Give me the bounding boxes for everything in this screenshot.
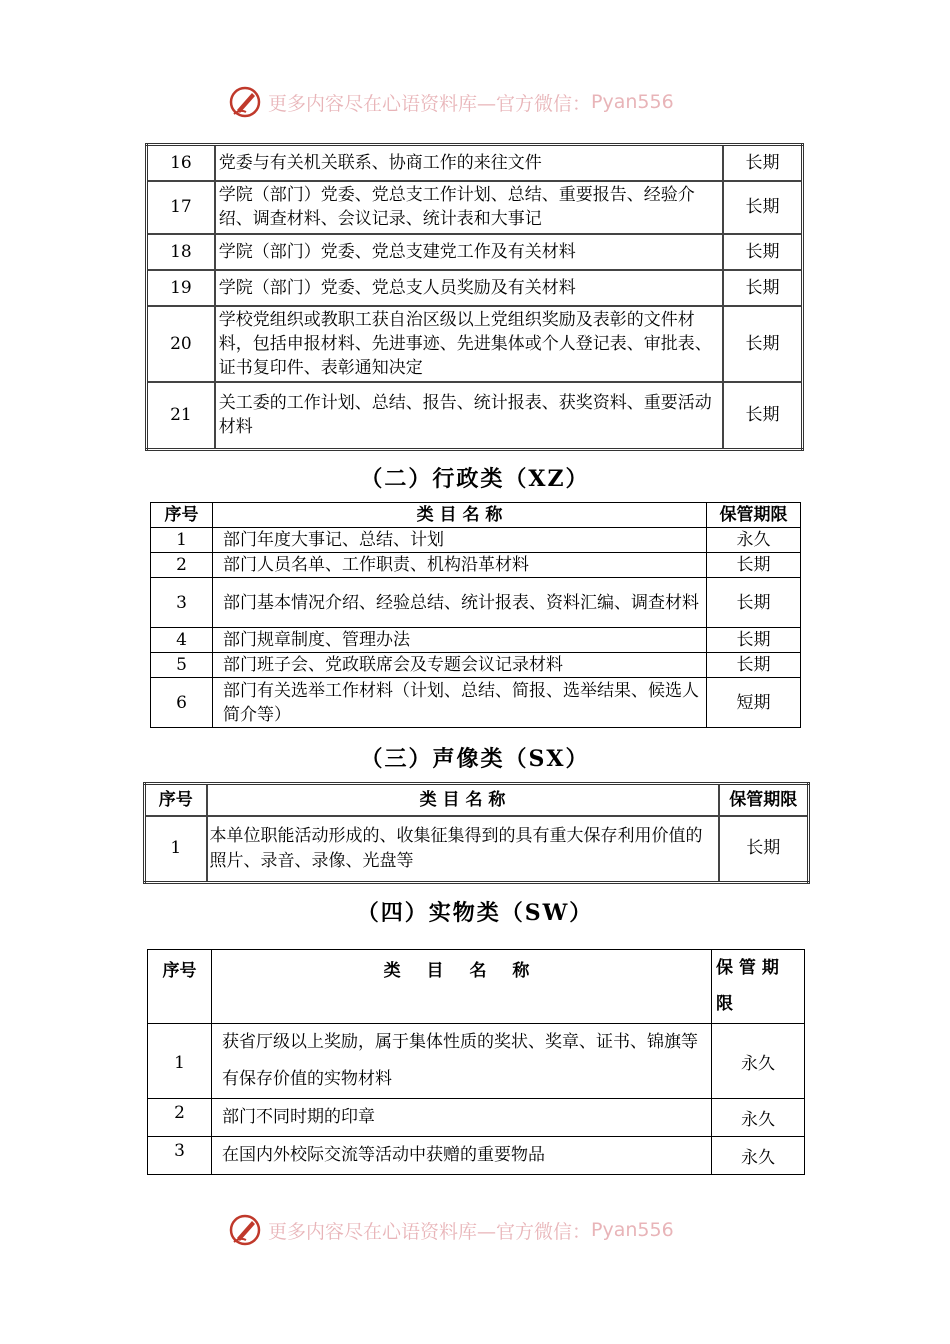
header-retention-period: 保管期限	[707, 503, 801, 528]
section-title-sx: （三）声像类（SX）	[360, 746, 590, 772]
watermark-text: 更多内容尽在心语资料库—官方微信：	[268, 1220, 592, 1243]
row-number: 17	[147, 181, 215, 234]
category-name: 党委与有关机关联系、协商工作的来往文件	[215, 145, 723, 181]
category-name: 部门不同时期的印章	[212, 1099, 712, 1137]
table-row	[151, 678, 801, 728]
administrative-records-table	[150, 502, 801, 728]
category-name: 部门规章制度、管理办法	[213, 628, 707, 653]
row-number: 19	[147, 270, 215, 306]
retention-period: 长期	[719, 816, 809, 882]
category-name: 获省厅级以上奖励，属于集体性质的奖状、奖章、证书、锦旗等有保存价值的实物材料	[212, 1024, 712, 1099]
header-number: 序号	[148, 950, 212, 1024]
row-number: 4	[151, 628, 213, 653]
retention-period: 长期	[707, 628, 801, 653]
retention-period: 长期	[723, 270, 802, 306]
retention-period: 永久	[707, 528, 801, 553]
category-name: 部门有关选举工作材料（计划、总结、简报、选举结果、候选人简介等）	[213, 678, 707, 728]
watermark-footer	[228, 1212, 728, 1248]
header-number: 序号	[145, 784, 207, 817]
table-row	[148, 1099, 805, 1137]
watermark-header	[228, 84, 728, 120]
row-number: 1	[145, 816, 207, 882]
retention-period: 长期	[707, 653, 801, 678]
physical-objects-table	[147, 949, 805, 1175]
table-row	[148, 1137, 805, 1175]
row-number: 1	[148, 1024, 212, 1099]
table-row	[147, 234, 803, 270]
category-name: 关工委的工作计划、总结、报告、统计报表、获奖资料、重要活动材料	[215, 382, 723, 450]
party-records-table	[145, 143, 804, 451]
category-name: 学院（部门）党委、党总支建党工作及有关材料	[215, 234, 723, 270]
table-header-row	[148, 950, 805, 1024]
row-number: 6	[151, 678, 213, 728]
category-name: 学院（部门）党委、党总支工作计划、总结、重要报告、经验介绍、调查材料、会议记录、统计表和大事记	[215, 181, 723, 234]
section-title-sw: （四）实物类（SW）	[356, 900, 594, 926]
watermark-id: Pyan556	[591, 91, 674, 113]
table-row	[147, 181, 803, 234]
table-row	[151, 528, 801, 553]
header-retention-period: 保 管 期 限	[712, 950, 805, 1024]
retention-period: 长期	[723, 145, 802, 181]
table-row	[151, 628, 801, 653]
header-category-name: 类 目 名 称	[213, 503, 707, 528]
row-number: 5	[151, 653, 213, 678]
category-name: 部门人员名单、工作职责、机构沿革材料	[213, 553, 707, 578]
table-row	[147, 270, 803, 306]
table-row	[151, 578, 801, 628]
category-name: 部门班子会、党政联席会及专题会议记录材料	[213, 653, 707, 678]
row-number: 1	[151, 528, 213, 553]
retention-period: 永久	[712, 1099, 805, 1137]
retention-period: 长期	[707, 578, 801, 628]
retention-period: 长期	[723, 382, 802, 450]
row-number: 20	[147, 306, 215, 382]
table-row	[148, 1024, 805, 1099]
watermark-text: 更多内容尽在心语资料库—官方微信：	[268, 92, 592, 115]
row-number: 16	[147, 145, 215, 181]
row-number: 18	[147, 234, 215, 270]
row-number: 2	[148, 1099, 212, 1137]
header-retention-period: 保管期限	[719, 784, 809, 817]
pen-logo-icon	[228, 85, 262, 119]
retention-period: 长期	[707, 553, 801, 578]
category-name: 在国内外校际交流等活动中获赠的重要物品	[212, 1137, 712, 1175]
section-title-xz: （二）行政类（XZ）	[360, 466, 590, 492]
header-category-name: 类 目 名 称	[207, 784, 719, 817]
retention-period: 长期	[723, 234, 802, 270]
table-header-row	[145, 784, 809, 817]
row-number: 21	[147, 382, 215, 450]
table-row	[145, 816, 809, 882]
audiovisual-records-table	[143, 782, 810, 884]
row-number: 3	[148, 1137, 212, 1175]
retention-period: 短期	[707, 678, 801, 728]
row-number: 3	[151, 578, 213, 628]
table-row	[147, 306, 803, 382]
pen-logo-icon	[228, 1213, 262, 1247]
retention-period: 长期	[723, 306, 802, 382]
table-row	[151, 553, 801, 578]
category-name: 学院（部门）党委、党总支人员奖励及有关材料	[215, 270, 723, 306]
table-row	[147, 145, 803, 181]
header-category-name: 类 目 名 称	[212, 950, 712, 1024]
category-name: 部门年度大事记、总结、计划	[213, 528, 707, 553]
watermark-id: Pyan556	[591, 1219, 674, 1241]
category-name: 本单位职能活动形成的、收集征集得到的具有重大保存利用价值的照片、录音、录像、光盘等	[207, 816, 719, 882]
table-row	[151, 653, 801, 678]
retention-period: 长期	[723, 181, 802, 234]
category-name: 学校党组织或教职工获自治区级以上党组织奖励及表彰的文件材料，包括申报材料、先进事迹、先进集体或个人登记表、审批表、证书复印件、表彰通知决定	[215, 306, 723, 382]
retention-period: 永久	[712, 1024, 805, 1099]
table-header-row	[151, 503, 801, 528]
row-number: 2	[151, 553, 213, 578]
category-name: 部门基本情况介绍、经验总结、统计报表、资料汇编、调查材料	[213, 578, 707, 628]
header-number: 序号	[151, 503, 213, 528]
table-row	[147, 382, 803, 450]
retention-period: 永久	[712, 1137, 805, 1175]
